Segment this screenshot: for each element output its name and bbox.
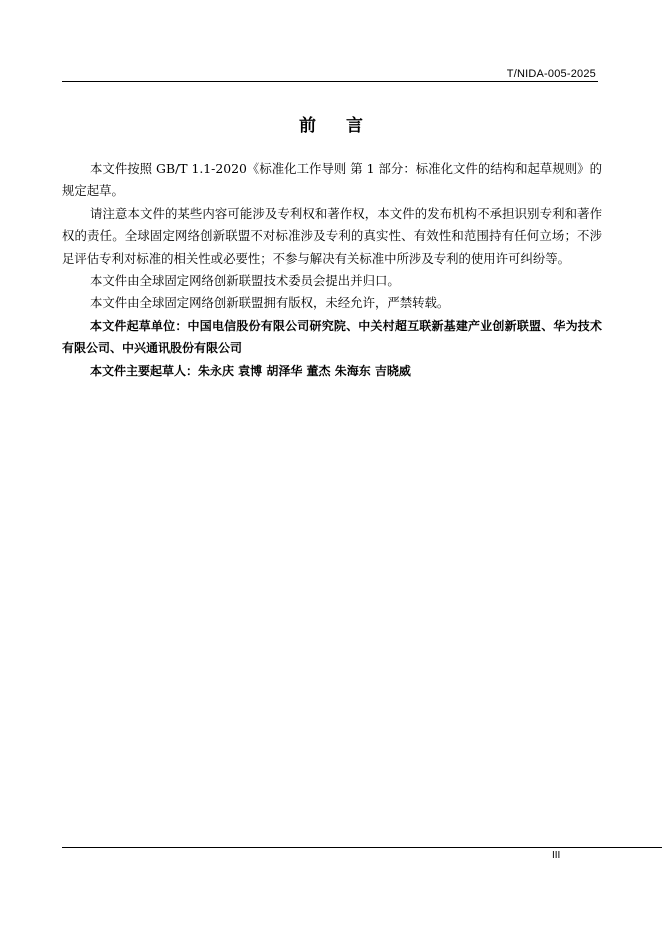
paragraph-drafting-units: 本文件起草单位：中国电信股份有限公司研究院、中关村超互联新基建产业创新联盟、华为技术有限公司、中兴通讯股份有限公司 xyxy=(62,318,602,356)
paragraph-patent-notice: 请注意本文件的某些内容可能涉及专利权和著作权，本文件的发布机构不承担识别专利和著作权的责任。全球固定网络创新联盟不对标准涉及专利的真实性、有效性和范围持有任何立场；不涉足评估专利对标准的相关性或必要性；不参与解决有关标准中所涉及专利的使用许可纠纷等。 xyxy=(62,205,602,266)
footer-divider xyxy=(62,847,662,848)
paragraph-drafting-rules: 本文件按照 GB/T 1.1-2020《标准化工作导则 第 1 部分：标准化文件的结构和起草规则》的规定起草。 xyxy=(62,161,602,199)
paragraph-proposer: 本文件由全球固定网络创新联盟技术委员会提出并归口。 xyxy=(90,273,400,289)
header-divider xyxy=(62,81,598,82)
title-char-1: 前 xyxy=(299,116,316,136)
foreword-body xyxy=(62,158,602,382)
document-code: T/NIDA-005-2025 xyxy=(506,68,596,80)
paragraph-copyright: 本文件由全球固定网络创新联盟拥有版权，未经允许，严禁转载。 xyxy=(90,295,450,311)
page-title xyxy=(0,115,662,137)
title-char-2: 言 xyxy=(346,116,363,136)
paragraph-drafters: 本文件主要起草人：朱永庆 袁博 胡泽华 董杰 朱海东 吉晓威 xyxy=(90,363,411,378)
page-number: III xyxy=(552,850,561,861)
